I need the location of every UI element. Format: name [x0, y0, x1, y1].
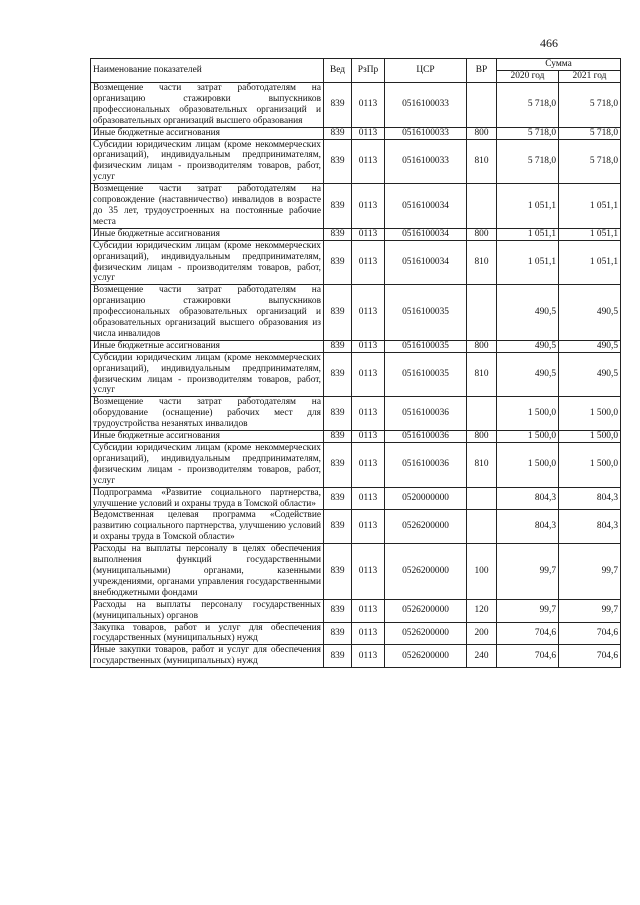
- cell-name: Субсидии юридическим лицам (кроме некоммерческих организаций), индивидуальным предпринимателям, физическим лицам - производителям товаров, работ, услуг: [91, 139, 324, 184]
- cell-vr: [467, 83, 497, 128]
- table-row: [91, 352, 621, 397]
- cell-sum-2020: 804,3: [497, 487, 559, 510]
- cell-ved: 839: [324, 228, 352, 240]
- cell-sum-2020: 490,5: [497, 340, 559, 352]
- cell-name: Субсидии юридическим лицам (кроме некоммерческих организаций), индивидуальным предпринимателям, физическим лицам - производителям товаров, работ, услуг: [91, 240, 324, 285]
- cell-csr: 0520000000: [385, 487, 467, 510]
- cell-name: Возмещение части затрат работодателям на организацию стажировки выпускников профессиональных образовательных организаций и образовательных организаций высшего образования: [91, 83, 324, 128]
- cell-ved: 839: [324, 510, 352, 544]
- table-header: [91, 59, 621, 83]
- cell-sum-2020: 1 051,1: [497, 184, 559, 229]
- cell-sum-2020: 99,7: [497, 544, 559, 600]
- header-ved: Вед: [324, 59, 352, 83]
- table-row: [91, 83, 621, 128]
- cell-csr: 0516100036: [385, 397, 467, 431]
- cell-vr: 800: [467, 431, 497, 443]
- table-row: [91, 340, 621, 352]
- cell-csr: 0516100036: [385, 431, 467, 443]
- cell-sum-2020: 5 718,0: [497, 83, 559, 128]
- cell-sum-2021: 1 500,0: [559, 397, 621, 431]
- cell-sum-2021: 804,3: [559, 510, 621, 544]
- table-row: [91, 622, 621, 645]
- cell-csr: 0516100034: [385, 228, 467, 240]
- cell-sum-2020: 1 500,0: [497, 431, 559, 443]
- cell-sum-2020: 5 718,0: [497, 139, 559, 184]
- cell-vr: 810: [467, 240, 497, 285]
- cell-sum-2021: 804,3: [559, 487, 621, 510]
- cell-rzpr: 0113: [352, 431, 385, 443]
- cell-vr: 800: [467, 127, 497, 139]
- cell-vr: 200: [467, 622, 497, 645]
- cell-sum-2020: 704,6: [497, 622, 559, 645]
- cell-sum-2020: 490,5: [497, 352, 559, 397]
- cell-rzpr: 0113: [352, 510, 385, 544]
- table-row: [91, 510, 621, 544]
- cell-vr: [467, 285, 497, 341]
- table-row: [91, 645, 621, 668]
- cell-name: Иные бюджетные ассигнования: [91, 431, 324, 443]
- table-body: [91, 83, 621, 668]
- cell-sum-2021: 5 718,0: [559, 139, 621, 184]
- cell-name: Закупка товаров, работ и услуг для обеспечения государственных (муниципальных) нужд: [91, 622, 324, 645]
- page-number: 466: [540, 36, 558, 50]
- cell-vr: [467, 397, 497, 431]
- cell-vr: 240: [467, 645, 497, 668]
- cell-ved: 839: [324, 184, 352, 229]
- cell-sum-2020: 804,3: [497, 510, 559, 544]
- cell-rzpr: 0113: [352, 83, 385, 128]
- cell-vr: 810: [467, 139, 497, 184]
- header-rzpr: РзПр: [352, 59, 385, 83]
- table-row: [91, 285, 621, 341]
- cell-rzpr: 0113: [352, 240, 385, 285]
- cell-sum-2020: 5 718,0: [497, 127, 559, 139]
- cell-csr: 0516100034: [385, 240, 467, 285]
- cell-sum-2021: 5 718,0: [559, 83, 621, 128]
- table-row: [91, 139, 621, 184]
- cell-vr: 800: [467, 228, 497, 240]
- cell-rzpr: 0113: [352, 622, 385, 645]
- cell-ved: 839: [324, 443, 352, 488]
- header-sum: Сумма: [497, 59, 621, 71]
- cell-rzpr: 0113: [352, 139, 385, 184]
- header-year-2020: 2020 год: [497, 71, 559, 83]
- cell-rzpr: 0113: [352, 645, 385, 668]
- cell-ved: 839: [324, 352, 352, 397]
- cell-csr: 0516100035: [385, 285, 467, 341]
- cell-rzpr: 0113: [352, 285, 385, 341]
- cell-csr: 0526200000: [385, 599, 467, 622]
- cell-ved: 839: [324, 645, 352, 668]
- table-row: [91, 240, 621, 285]
- cell-vr: 810: [467, 443, 497, 488]
- cell-sum-2021: 490,5: [559, 285, 621, 341]
- cell-ved: 839: [324, 544, 352, 600]
- cell-csr: 0526200000: [385, 622, 467, 645]
- cell-rzpr: 0113: [352, 352, 385, 397]
- cell-ved: 839: [324, 285, 352, 341]
- table-row: [91, 487, 621, 510]
- cell-name: Субсидии юридическим лицам (кроме некоммерческих организаций), индивидуальным предпринимателям, физическим лицам - производителям товаров, работ, услуг: [91, 352, 324, 397]
- cell-ved: 839: [324, 487, 352, 510]
- cell-sum-2020: 99,7: [497, 599, 559, 622]
- cell-ved: 839: [324, 127, 352, 139]
- cell-sum-2021: 704,6: [559, 622, 621, 645]
- cell-sum-2021: 99,7: [559, 599, 621, 622]
- cell-name: Иные бюджетные ассигнования: [91, 340, 324, 352]
- table-row: [91, 397, 621, 431]
- cell-csr: 0516100035: [385, 340, 467, 352]
- cell-csr: 0516100034: [385, 184, 467, 229]
- cell-sum-2021: 99,7: [559, 544, 621, 600]
- cell-csr: 0516100033: [385, 83, 467, 128]
- cell-vr: [467, 184, 497, 229]
- cell-sum-2021: 1 051,1: [559, 184, 621, 229]
- cell-name: Расходы на выплаты персоналу государственных (муниципальных) органов: [91, 599, 324, 622]
- cell-name: Расходы на выплаты персоналу в целях обеспечения выполнения функций государственными (муниципальными) органами, казенными учреждениями, органами управления государственными внебюджетными фондами: [91, 544, 324, 600]
- cell-vr: 810: [467, 352, 497, 397]
- cell-csr: 0526200000: [385, 645, 467, 668]
- cell-csr: 0516100036: [385, 443, 467, 488]
- cell-rzpr: 0113: [352, 487, 385, 510]
- cell-rzpr: 0113: [352, 397, 385, 431]
- cell-sum-2020: 1 500,0: [497, 443, 559, 488]
- cell-rzpr: 0113: [352, 127, 385, 139]
- header-csr: ЦСР: [385, 59, 467, 83]
- cell-rzpr: 0113: [352, 340, 385, 352]
- cell-rzpr: 0113: [352, 184, 385, 229]
- cell-name: Иные закупки товаров, работ и услуг для обеспечения государственных (муниципальных) нужд: [91, 645, 324, 668]
- cell-ved: 839: [324, 240, 352, 285]
- cell-sum-2020: 1 051,1: [497, 228, 559, 240]
- cell-ved: 839: [324, 139, 352, 184]
- cell-name: Иные бюджетные ассигнования: [91, 127, 324, 139]
- cell-sum-2020: 1 051,1: [497, 240, 559, 285]
- cell-ved: 839: [324, 340, 352, 352]
- table-row: [91, 599, 621, 622]
- table-row: [91, 431, 621, 443]
- cell-csr: 0526200000: [385, 510, 467, 544]
- cell-ved: 839: [324, 431, 352, 443]
- cell-ved: 839: [324, 622, 352, 645]
- cell-rzpr: 0113: [352, 544, 385, 600]
- cell-sum-2021: 490,5: [559, 352, 621, 397]
- header-vr: ВР: [467, 59, 497, 83]
- cell-rzpr: 0113: [352, 228, 385, 240]
- cell-sum-2021: 704,6: [559, 645, 621, 668]
- cell-rzpr: 0113: [352, 599, 385, 622]
- budget-table: [90, 58, 621, 668]
- cell-csr: 0516100035: [385, 352, 467, 397]
- cell-name: Возмещение части затрат работодателям на организацию стажировки выпускников профессиональных образовательных организаций и образовательных организаций высшего образования из числа инвалидов: [91, 285, 324, 341]
- cell-sum-2020: 704,6: [497, 645, 559, 668]
- table-row: [91, 228, 621, 240]
- cell-sum-2021: 1 500,0: [559, 431, 621, 443]
- cell-vr: 120: [467, 599, 497, 622]
- cell-name: Иные бюджетные ассигнования: [91, 228, 324, 240]
- table-row: [91, 544, 621, 600]
- cell-sum-2021: 1 500,0: [559, 443, 621, 488]
- cell-name: Субсидии юридическим лицам (кроме некоммерческих организаций), индивидуальным предпринимателям, физическим лицам - производителям товаров, работ, услуг: [91, 443, 324, 488]
- table-row: [91, 443, 621, 488]
- cell-name: Возмещение части затрат работодателям на оборудование (оснащение) рабочих мест для трудоустройства незанятых инвалидов: [91, 397, 324, 431]
- cell-rzpr: 0113: [352, 443, 385, 488]
- cell-name: Ведомственная целевая программа «Содействие развитию социального партнерства, улучшению условий и охраны труда в Томской области»: [91, 510, 324, 544]
- header-name: Наименование показателей: [91, 59, 324, 83]
- cell-ved: 839: [324, 83, 352, 128]
- table-row: [91, 127, 621, 139]
- cell-sum-2021: 1 051,1: [559, 228, 621, 240]
- cell-csr: 0526200000: [385, 544, 467, 600]
- cell-sum-2021: 5 718,0: [559, 127, 621, 139]
- cell-sum-2021: 490,5: [559, 340, 621, 352]
- cell-vr: [467, 487, 497, 510]
- cell-name: Возмещение части затрат работодателям на сопровождение (наставничество) инвалидов в возрасте до 35 лет, трудоустроенных на постоянные рабочие места: [91, 184, 324, 229]
- cell-sum-2020: 1 500,0: [497, 397, 559, 431]
- header-year-2021: 2021 год: [559, 71, 621, 83]
- cell-csr: 0516100033: [385, 127, 467, 139]
- cell-vr: 100: [467, 544, 497, 600]
- cell-sum-2020: 490,5: [497, 285, 559, 341]
- cell-csr: 0516100033: [385, 139, 467, 184]
- cell-ved: 839: [324, 599, 352, 622]
- cell-vr: 800: [467, 340, 497, 352]
- cell-name: Подпрограмма «Развитие социального партнерства, улучшение условий и охраны труда в Томской области»: [91, 487, 324, 510]
- cell-sum-2021: 1 051,1: [559, 240, 621, 285]
- table-row: [91, 184, 621, 229]
- cell-vr: [467, 510, 497, 544]
- cell-ved: 839: [324, 397, 352, 431]
